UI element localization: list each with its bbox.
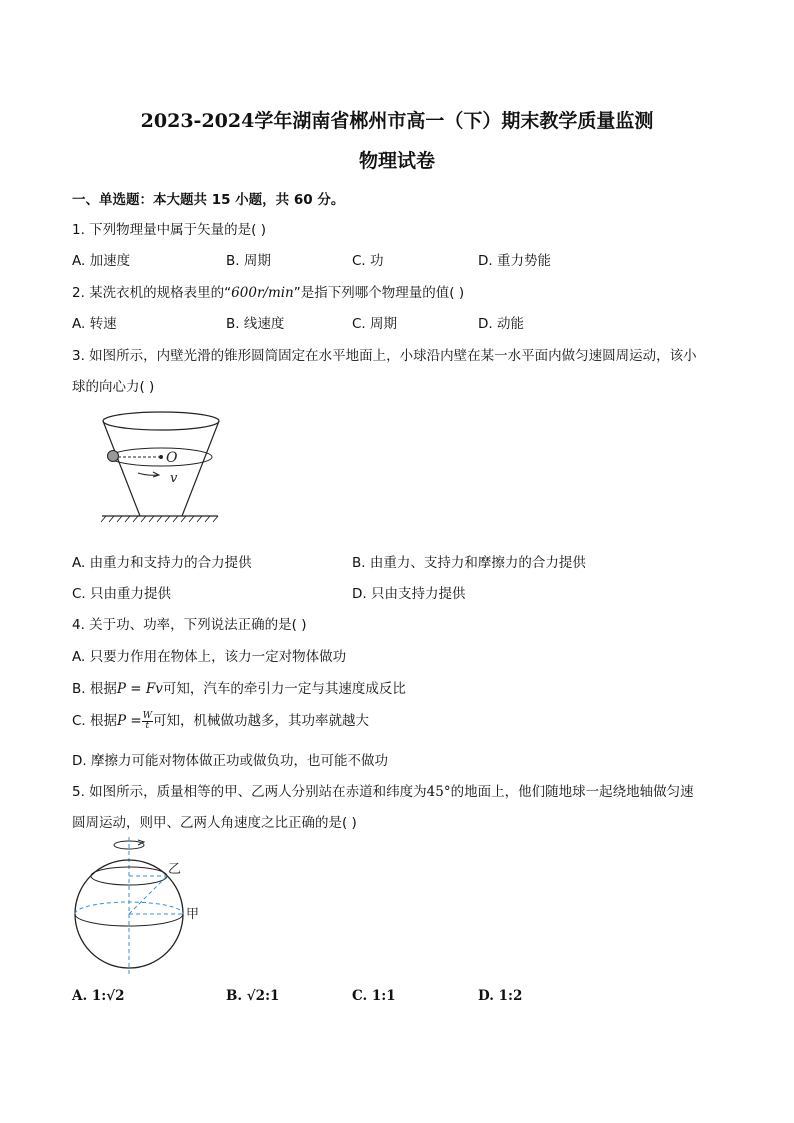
- q2-stem-after: ”是指下列哪个物理量的值( ): [293, 285, 465, 301]
- q1-option-d: D. 重力势能: [478, 253, 551, 269]
- q4-option-c: [72, 709, 369, 731]
- q5-option-b: B. √2:1: [226, 988, 280, 1004]
- q2-option-c: C. 周期: [352, 316, 398, 332]
- label-jia: 甲: [186, 907, 200, 922]
- q4-option-c-fraction: [142, 712, 153, 731]
- cone-top-rim: [103, 412, 219, 430]
- q5-option-a: A. 1:√2: [72, 988, 125, 1004]
- q1-option-b: B. 周期: [226, 253, 271, 269]
- question-4-stem: 4. 关于功、功率，下列说法正确的是( ): [72, 617, 307, 633]
- question-3-stem-line2: 球的向心力( ): [72, 379, 155, 395]
- fraction-numerator: W: [142, 710, 152, 721]
- radius-to-b: [129, 876, 167, 914]
- q3-option-a: A. 由重力和支持力的合力提供: [72, 555, 252, 571]
- q4-option-c-math: P =: [117, 713, 142, 729]
- q5-option-c: C. 1:1: [352, 988, 396, 1004]
- q3-option-c: C. 只由重力提供: [72, 586, 172, 602]
- q5-stem-before: 5. 如图所示，质量相等的甲、乙两人分别站在赤道和纬度为: [72, 784, 427, 800]
- center-label: O: [166, 450, 178, 466]
- q4-option-d: D. 摩擦力可能对物体做正功或做负功，也可能不做功: [72, 753, 388, 769]
- q1-option-a: A. 加速度: [72, 253, 131, 269]
- ball: [108, 451, 119, 462]
- section-heading: 一、单选题：本大题共 15 小题，共 60 分。: [72, 192, 345, 208]
- q3-option-d: D. 只由支持力提供: [352, 586, 466, 602]
- page-subtitle: 物理试卷: [358, 150, 435, 172]
- q2-stem-math: 600r/min: [231, 285, 294, 301]
- q5-stem-after: 的地面上，他们随地球一起绕地轴做匀速: [450, 784, 694, 800]
- q2-option-d: D. 动能: [478, 316, 524, 332]
- question-5-stem-line1: [72, 780, 694, 800]
- cone-left-side: [103, 421, 140, 516]
- q4-option-b-math: P = Fv: [116, 681, 163, 697]
- q2-option-a: A. 转速: [72, 316, 117, 332]
- question-3-stem-line1: 3. 如图所示，内壁光滑的锥形圆筒固定在水平地面上，小球沿内壁在某一水平面内做匀速圆周运动，该小: [72, 348, 697, 364]
- q2-stem-before: 2. 某洗衣机的规格表里的“: [72, 285, 232, 301]
- q4-option-b-after: 可知，汽车的牵引力一定与其速度成反比: [162, 681, 406, 697]
- q5-option-d: D. 1:2: [478, 988, 523, 1004]
- q4-option-c-before: C. 根据: [72, 713, 118, 729]
- question-1-stem: 1. 下列物理量中属于矢量的是( ): [72, 222, 266, 238]
- q4-option-c-after: 可知，机械做功越多，其功率就越大: [152, 713, 369, 729]
- cone-figure: [96, 410, 226, 526]
- fraction-denominator: t: [145, 720, 150, 731]
- velocity-label: v: [170, 471, 178, 486]
- q2-option-b: B. 线速度: [226, 316, 285, 332]
- question-2-stem: [72, 281, 464, 301]
- q3-option-b: B. 由重力、支持力和摩擦力的合力提供: [352, 555, 586, 571]
- q4-option-a: A. 只要力作用在物体上，该力一定对物体做功: [72, 649, 347, 665]
- label-yi: 乙: [168, 862, 182, 877]
- page-title: 2023-2024学年湖南省郴州市高一（下）期末教学质量监测: [140, 110, 654, 132]
- earth-figure: [72, 836, 212, 978]
- cone-right-side: [182, 421, 219, 516]
- q5-stem-math: 45°: [426, 784, 451, 800]
- q4-option-b: [72, 677, 406, 697]
- ground-hatching: [101, 516, 218, 522]
- center-dot: [159, 455, 163, 459]
- q1-option-c: C. 功: [352, 253, 384, 269]
- question-5-stem-line2: 圆周运动，则甲、乙两人角速度之比正确的是( ): [72, 815, 357, 831]
- q4-option-b-before: B. 根据: [72, 681, 117, 697]
